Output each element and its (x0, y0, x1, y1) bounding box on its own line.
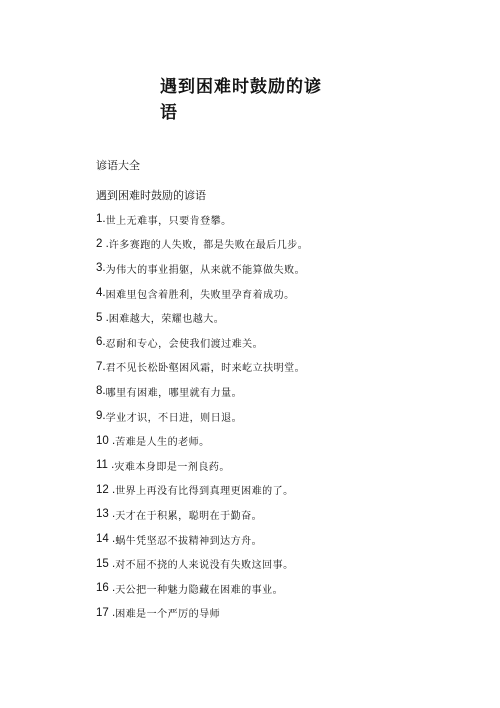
list-item (96, 576, 486, 601)
item-number: 6. (96, 336, 106, 349)
item-number: 3. (96, 262, 106, 275)
item-text: 苦难是人生的老师。 (115, 437, 210, 449)
item-number: 4. (96, 287, 106, 300)
list-item (96, 305, 486, 330)
item-number: 13 . (96, 508, 116, 521)
proverb-list (96, 207, 486, 625)
page-title: 遇到困难时鼓励的谚语 (160, 77, 322, 123)
item-number: 11 . (96, 459, 115, 472)
item-text: 君不见长松卧壑困风霜，时来屹立扶明堂。 (105, 363, 306, 375)
list-item (96, 502, 486, 527)
list-item (96, 379, 486, 404)
item-number: 15 . (96, 557, 116, 570)
item-number: 12 . (96, 483, 116, 496)
list-item (96, 281, 486, 306)
item-number: 9. (96, 410, 106, 423)
item-text: 忍耐和专心，会使我们渡过难关。 (105, 338, 264, 350)
section-label: 谚语大全 (96, 159, 140, 172)
item-number: 16 . (96, 582, 116, 595)
item-number: 1. (96, 213, 106, 226)
item-text: 为伟大的事业捐躯，从来就不能算做失败。 (105, 264, 306, 276)
list-item (96, 527, 486, 552)
list-item (96, 551, 486, 576)
subheading: 遇到困难时鼓励的谚语 (96, 189, 206, 202)
item-number: 2 . (96, 237, 109, 250)
item-text: 许多赛跑的人失败，都是失败在最后几步。 (108, 240, 309, 252)
item-text: 蜗牛凭坚忍不拔精神到达方舟。 (115, 535, 263, 547)
item-number: 10 . (96, 434, 116, 447)
item-text: 世上无难事，只要肯登攀。 (105, 215, 232, 227)
item-text: 灾难本身即是一剂良药。 (114, 461, 230, 473)
item-text: 天公把一种魅力隐藏在困难的事业。 (115, 584, 284, 596)
list-item (96, 478, 486, 503)
item-text: 困难里包含着胜利，失败里孕育着成功。 (105, 289, 295, 301)
list-item (96, 404, 486, 429)
item-text: 困难越大，荣耀也越大。 (108, 314, 225, 326)
item-number: 8. (96, 385, 106, 398)
item-text: 学业才识，不日进，则日退。 (105, 412, 243, 424)
list-item (96, 601, 486, 626)
list-item (96, 256, 486, 281)
list-item (96, 207, 486, 232)
list-item (96, 355, 486, 380)
item-text: 世界上再没有比得到真理更困难的了。 (115, 486, 294, 498)
item-text: 天才在于积累，聪明在于勤奋。 (115, 510, 263, 522)
list-item (96, 453, 486, 478)
item-number: 7. (96, 360, 106, 373)
item-number: 17 . (96, 606, 116, 619)
item-text: 对不屈不挠的人来说没有失败这回事。 (115, 560, 294, 572)
item-text: 哪里有困难，哪里就有力量。 (105, 387, 243, 399)
item-number: 14 . (96, 533, 116, 546)
list-item (96, 232, 486, 257)
list-item (96, 330, 486, 355)
item-text: 困难是一个严厉的导师 (115, 609, 221, 621)
list-item (96, 428, 486, 453)
item-number: 5 . (96, 311, 109, 324)
